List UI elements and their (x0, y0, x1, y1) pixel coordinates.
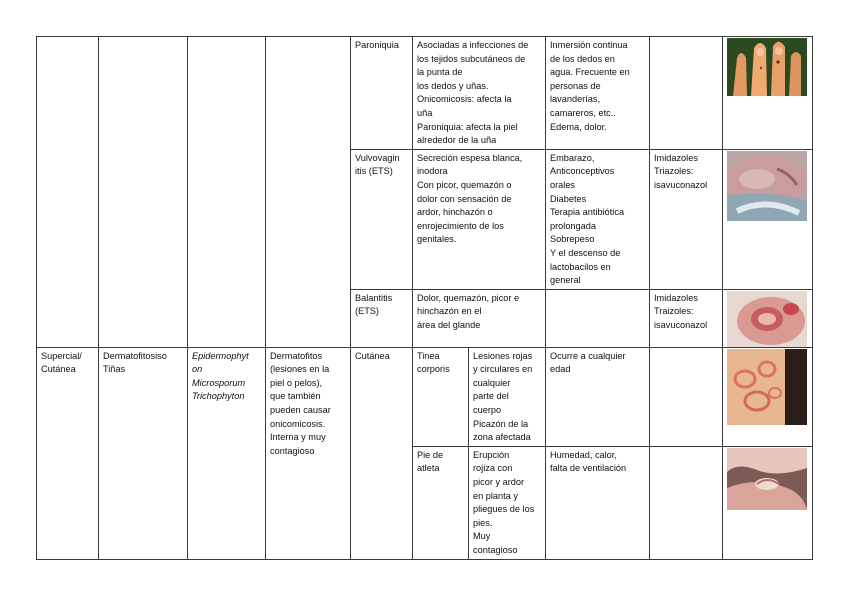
location-cell: Cutánea (351, 347, 413, 559)
agents-cell: Epidermophyt on Microsporum Trichophyton (188, 347, 266, 559)
condition-cell: Paroniquia (351, 37, 413, 150)
athletes-foot-image (727, 448, 807, 510)
table-row-paroniquia (37, 37, 813, 150)
treatment-cell: Imidazoles Traizoles: isavuconazol (650, 289, 723, 347)
empty-group-cell (266, 37, 351, 348)
image-cell (723, 37, 813, 150)
risk-factors-cell: Inmersión continua de los dedos en agua. Frecuente en personas de lavanderías, camareros, etc.. Edema, dolor. (546, 37, 650, 150)
symptoms-cell: Asociadas a infecciones de los tejidos subcutáneos de la punta de los dedos y uñas. Onicomicosis: afecta la uña Paroniquia: afecta la piel alrededor de la uña (413, 37, 546, 150)
paronychia-fingers-image (727, 38, 807, 96)
risk-factors-cell: Humedad, calor, falta de ventilación (546, 446, 650, 559)
condition-cell: Vulvovagin itis (ETS) (351, 149, 413, 289)
symptoms-cell: Secreción espesa blanca, inodora Con picor, quemazón o dolor con sensación de ardor, hinchazón o enrojecimiento de los genitales. (413, 149, 546, 289)
image-cell (723, 347, 813, 446)
empty-agent-cell (188, 37, 266, 348)
risk-factors-cell: Embarazo, Anticonceptivos orales Diabetes Terapia antibiótica prolongada Sobrepeso Y el descenso de lactobacilos en general (546, 149, 650, 289)
image-cell (723, 149, 813, 289)
treatment-cell (650, 446, 723, 559)
table-row-tinea-corporis (37, 347, 813, 446)
balanitis-image (727, 291, 807, 347)
symptoms-cell: Lesiones rojas y circulares en cualquier parte del cuerpo Picazón de la zona afectada (469, 347, 546, 446)
risk-factors-cell (546, 289, 650, 347)
image-cell (723, 289, 813, 347)
type-cell: Supercial/ Cutánea (37, 347, 99, 559)
treatment-cell: Imidazoles Triazoles: isavuconazol (650, 149, 723, 289)
vulvovaginitis-image (727, 151, 807, 221)
group-cell: Dermatofitos (lesiones en la piel o pelos), que también pueden causar onicomicosis. Interna y muy contagioso (266, 347, 351, 559)
risk-factors-cell: Ocurre a cualquier edad (546, 347, 650, 446)
empty-type-cell (37, 37, 99, 348)
disease-cell: Dermatofitosiso Tiñas (99, 347, 188, 559)
subtype-cell: Pie de atleta (413, 446, 469, 559)
image-cell (723, 446, 813, 559)
fungal-infections-table (36, 36, 813, 560)
treatment-cell (650, 347, 723, 446)
treatment-cell (650, 37, 723, 150)
symptoms-cell: Erupción rojiza con picor y ardor en planta y pliegues de los pies. Muy contagioso (469, 446, 546, 559)
subtype-cell: Tinea corporis (413, 347, 469, 446)
symptoms-cell: Dolor, quemazón, picor e hinchazón en el área del glande (413, 289, 546, 347)
empty-disease-cell (99, 37, 188, 348)
condition-cell: Balantitis (ETS) (351, 289, 413, 347)
tinea-corporis-image (727, 349, 807, 425)
